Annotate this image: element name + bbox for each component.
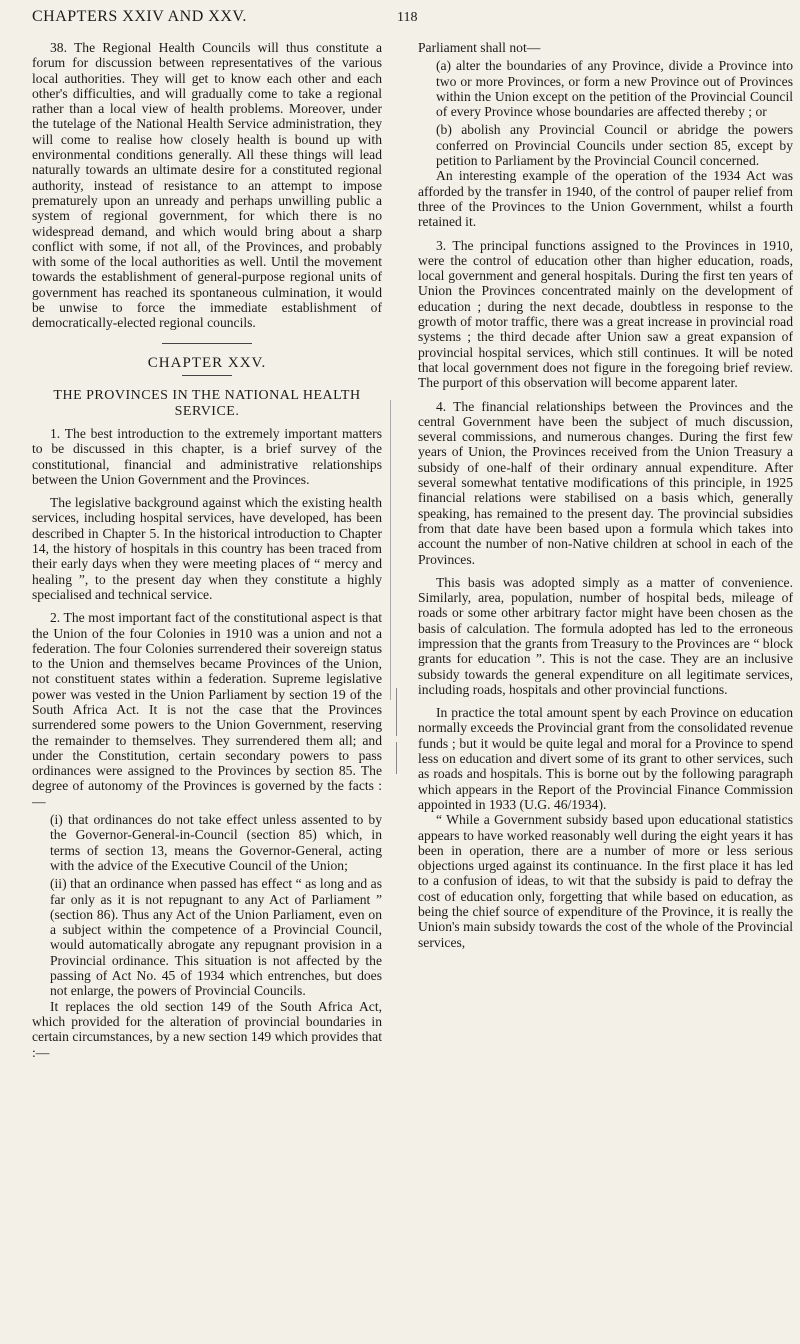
- page-header: [0, 8, 800, 36]
- list-item-ii: (ii) that an ordinance when passed has effect “ as long and as far only as it is not repugnant to any Act of Parliament ” (section 86). Thus any Act of the Union Parliament, even on a subject within the competence of a Provincial Council, would automatically abrogate any repugnant provision in a Provincial ordinance. This situation is not affected by the passing of Act No. 45 of 1934 which entrenches, but does not enlarge, the powers of Provincial Councils.: [50, 876, 382, 999]
- margin-bracket: [396, 742, 397, 774]
- section-heading: THE PROVINCES IN THE NATIONAL HEALTH SERVICE.: [53, 387, 361, 419]
- margin-line: [390, 400, 391, 700]
- running-head: CHAPTERS XXIV AND XXV.: [32, 8, 247, 25]
- list-item-i: (i) that ordinances do not take effect unless assented to by the Governor-General-in-Council (section 85) which, in terms of section 13, means the Governor-General, acting with the advice of the Executive Council of the Union;: [50, 812, 382, 873]
- page-number: 118: [397, 10, 418, 25]
- paragraph-2: 2. The most important fact of the constitutional aspect is that the Union of the four Colonies in 1910 was a union and not a federation. The four Colonies surrendered their sovereign status to the Union and themselves became Provinces of the Union, not constituent states within a federation. Supreme legislative power was vested in the Union Parliament by section 19 of the South Africa Act. It is not the case that the Provinces surrendered some powers to the Union Government, reserving the remainder to themselves. They surrendered them all; and under the Constitution, certain secondary powers to pass ordinances were assigned to the Provinces by section 85. The degree of autonomy of the Provinces is governed by the facts :—: [32, 610, 382, 809]
- paragraph-background: The legislative background against which the existing health services, including hospital services, have developed, has been described in Chapter 5. In the historical introduction to Chapter 14, the history of hospitals in this country has been traced from their early days when they were meeting places of “ mercy and healing ”, to the present day when they constitute a highly specialised and technical service.: [32, 495, 382, 602]
- paragraph-quote: “ While a Government subsidy based upon educational statistics appears to have worked reasonably well during the eight years it has been in operation, there are a number of more or less serious objections urged against its continuance. In the first place it has led to a confusion of ideas, to wit that the subsidy is paid to defray the cost of education only, forgetting that while based on education, as being the chief source of expenditure of the Province, it is really the Union's main subsidy towards the cost of the whole of the Provincial services,: [418, 812, 793, 950]
- chapter-heading: CHAPTER XXV.: [147, 354, 267, 371]
- paragraph-replaces: It replaces the old section 149 of the South Africa Act, which provided for the alteration of provincial boundaries in certain circumstances, by a new section 149 which provides that :—: [32, 998, 382, 1060]
- paragraph-1: 1. The best introduction to the extremely important matters to be discussed in this chapter, is a brief survey of the constitutional, financial and administrative relationships between the Union Government and the Provinces.: [32, 425, 382, 487]
- divider: [162, 343, 252, 344]
- paragraph-basis: This basis was adopted simply as a matter of convenience. Similarly, area, population, number of hospital beds, mileage of roads or some other arbitrary factor might have been chosen as the basis of calculation. The formula adopted has led to the erroneous impression that the grants from Treasury to the Provinces are “ block grants for education ”. This is not the case. They are an inclusive subsidy towards the general expenditure on all legitimate services, including roads, hospitals and other provincial functions.: [418, 574, 793, 697]
- divider: [182, 375, 232, 376]
- margin-bracket: [396, 688, 397, 736]
- left-column: [32, 40, 382, 1338]
- paragraph-practice: In practice the total amount spent by each Province on education normally exceeds the Provincial grant from the consolidated revenue funds ; but it would be quite legal and moral for a Province to spend less on education and divert some of its grant to other services, such as roads and hospitals. This is borne out by the following paragraph which appears in the Report of the Provincial Finance Commission appointed in 1933 (U.G. 46/1934).: [418, 705, 793, 812]
- paragraph-example: An interesting example of the operation of the 1934 Act was afforded by the transfer in 1940, of the control of pauper relief from three of the Provinces to the Union Government, whilst a fourth retained it.: [418, 168, 793, 230]
- paragraph-intro: Parliament shall not—: [418, 40, 541, 55]
- list-item-a: (a) alter the boundaries of any Province, divide a Province into two or more Provinces, or form a new Province out of Provinces within the Union except on the petition of the Provincial Council of every Province whose boundaries are affected thereby ; or: [436, 58, 793, 120]
- paragraph-3: 3. The principal functions assigned to the Provinces in 1910, were the control of education other than higher education, roads, local government and general hospitals. During the first ten years of Union the Provinces concentrated mainly on the development of education ; during the next decade, doubtless in response to the growth of motor traffic, there was a great increase in provincial road systems ; the third decade after Union saw a great expansion of provincial hospital services, which still continues. It will be noted that local government does not figure in the foregoing brief review. The purport of this observation will become apparent later.: [418, 237, 793, 391]
- paragraph-4: 4. The financial relationships between the Provinces and the central Government have been the subject of much discussion, several commissions, and numerous changes. During the first few years of Union, the Provinces received from the Union Treasury a subsidy of one-half of their ordinary annual expenditure. After several somewhat tentative modifications of this principle, in 1925 financial relations were stabilised on a basis which, generally speaking, has remained to the present day. The provincial subsidies from that date have been based upon a formula which takes into account the number of non-Native children at school in each of the Provinces.: [418, 398, 793, 567]
- right-column: [418, 40, 793, 1338]
- list-item-b: (b) abolish any Provincial Council or abridge the powers conferred on Provincial Councils under section 85, except by petition to Parliament by the Provincial Council concerned.: [436, 122, 793, 169]
- paragraph-38: 38. The Regional Health Councils will thus constitute a forum for discussion between representatives of the various local authorities. They will get to know each other and each other's difficulties, and will gradually come to take a regional rather than a local view of health problems. Moreover, under the tutelage of the National Health Service administration, they will come to realise how closely health is bound up with environmental conditions generally. All these things will lead naturally towards an ultimate desire for a constituted regional authority, instead of resistance to an attempt to impose prematurely upon an unready and perhaps unwilling public a system of regional government, for which there is no widespread demand, and which would bring about a sharp conflict with some, if not all, of the Provinces, and probably with some of the local authorities as well. Until the movement towards the establishment of general-purpose regional units of government has reached its spontaneous culmination, it would be unwise to force the immediate establishment of democratically-elected regional councils.: [32, 40, 382, 331]
